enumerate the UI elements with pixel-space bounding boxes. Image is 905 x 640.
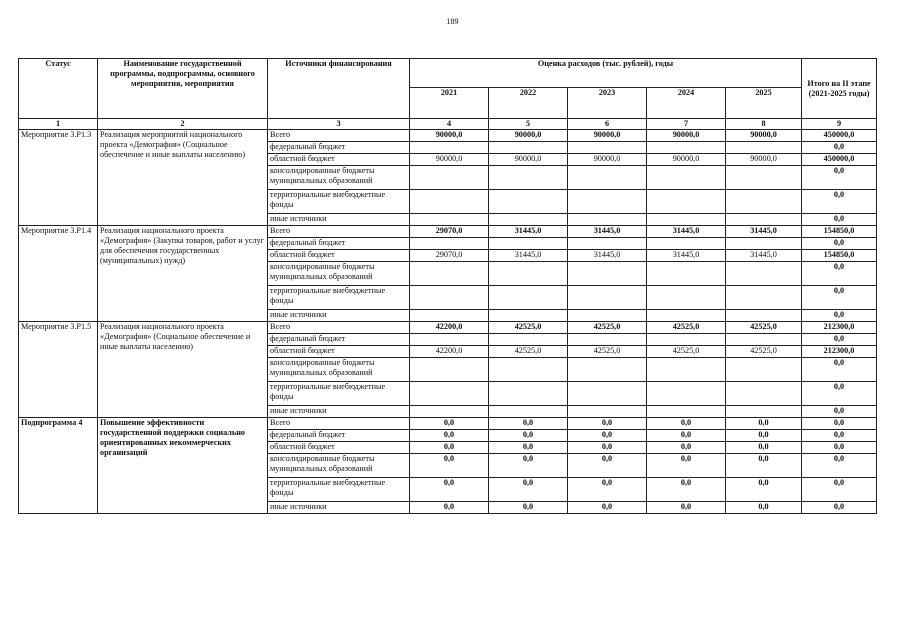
value-cell [410, 310, 489, 322]
value-cell: 0,0 [489, 430, 568, 442]
status-cell: Мероприятие 3.Р1.3 [19, 130, 98, 226]
value-cell [647, 382, 726, 406]
value-cell: 31445,0 [647, 250, 726, 262]
column-number: 3 [268, 119, 410, 130]
source-label: областной бюджет [268, 442, 410, 454]
value-cell [489, 358, 568, 382]
source-label: областной бюджет [268, 154, 410, 166]
header-estimate: Оценка расходов (тыс. рублей), годы [410, 59, 802, 88]
total-cell: 0,0 [802, 382, 877, 406]
source-label: федеральный бюджет [268, 430, 410, 442]
source-label: областной бюджет [268, 250, 410, 262]
header-year: 2024 [647, 88, 726, 119]
value-cell: 0,0 [647, 454, 726, 478]
value-cell [410, 166, 489, 190]
source-label: консолидированные бюджеты муниципальных образований [268, 454, 410, 478]
value-cell: 0,0 [410, 502, 489, 514]
value-cell [489, 310, 568, 322]
column-number: 2 [98, 119, 268, 130]
source-label: иные источники [268, 406, 410, 418]
column-number: 9 [802, 119, 877, 130]
value-cell: 90000,0 [568, 130, 647, 142]
source-label: областной бюджет [268, 346, 410, 358]
value-cell [568, 166, 647, 190]
total-cell: 0,0 [802, 418, 877, 430]
source-label: иные источники [268, 214, 410, 226]
value-cell [647, 310, 726, 322]
header-name: Наименование государственной программы, подпрограммы, основного мероприятия, мероприятия [98, 59, 268, 119]
value-cell [489, 262, 568, 286]
value-cell [568, 190, 647, 214]
total-cell: 0,0 [802, 310, 877, 322]
column-numbers-row [19, 119, 877, 130]
table-row [19, 418, 877, 430]
value-cell [647, 142, 726, 154]
value-cell: 31445,0 [489, 250, 568, 262]
value-cell [726, 382, 802, 406]
value-cell [568, 214, 647, 226]
budget-table [18, 58, 877, 514]
column-number: 1 [19, 119, 98, 130]
value-cell: 0,0 [726, 442, 802, 454]
value-cell [489, 214, 568, 226]
value-cell [489, 190, 568, 214]
total-cell: 0,0 [802, 502, 877, 514]
source-label: иные источники [268, 310, 410, 322]
total-cell: 212300,0 [802, 346, 877, 358]
total-cell: 0,0 [802, 166, 877, 190]
source-label: федеральный бюджет [268, 334, 410, 346]
source-label: Всего [268, 322, 410, 334]
total-cell: 154850,0 [802, 250, 877, 262]
value-cell [726, 262, 802, 286]
page-number: 189 [446, 17, 459, 26]
value-cell: 42200,0 [410, 346, 489, 358]
value-cell: 0,0 [410, 442, 489, 454]
value-cell: 0,0 [489, 502, 568, 514]
source-label: федеральный бюджет [268, 142, 410, 154]
total-cell: 0,0 [802, 454, 877, 478]
value-cell [410, 262, 489, 286]
value-cell [726, 190, 802, 214]
value-cell [647, 406, 726, 418]
value-cell: 42525,0 [726, 346, 802, 358]
value-cell: 0,0 [647, 418, 726, 430]
value-cell: 0,0 [568, 502, 647, 514]
value-cell: 0,0 [647, 430, 726, 442]
value-cell [410, 190, 489, 214]
value-cell: 29070,0 [410, 226, 489, 238]
value-cell [489, 382, 568, 406]
value-cell [726, 406, 802, 418]
value-cell: 0,0 [647, 478, 726, 502]
value-cell [726, 334, 802, 346]
value-cell: 0,0 [568, 478, 647, 502]
total-cell: 0,0 [802, 442, 877, 454]
value-cell: 29070,0 [410, 250, 489, 262]
value-cell: 0,0 [568, 418, 647, 430]
source-label: консолидированные бюджеты муниципальных образований [268, 166, 410, 190]
value-cell: 42525,0 [489, 322, 568, 334]
value-cell [726, 238, 802, 250]
source-label: Всего [268, 418, 410, 430]
value-cell: 0,0 [726, 478, 802, 502]
value-cell [410, 382, 489, 406]
value-cell: 0,0 [568, 442, 647, 454]
value-cell: 31445,0 [726, 250, 802, 262]
value-cell: 90000,0 [726, 154, 802, 166]
value-cell [647, 166, 726, 190]
value-cell [568, 310, 647, 322]
total-cell: 0,0 [802, 478, 877, 502]
value-cell [410, 286, 489, 310]
source-label: Всего [268, 226, 410, 238]
total-cell: 154850,0 [802, 226, 877, 238]
source-label: территориальные внебюджетные фонды [268, 478, 410, 502]
status-cell: Подпрограмма 4 [19, 418, 98, 514]
header-year: 2023 [568, 88, 647, 119]
value-cell: 42200,0 [410, 322, 489, 334]
value-cell: 0,0 [410, 478, 489, 502]
source-label: территориальные внебюджетные фонды [268, 382, 410, 406]
value-cell [489, 142, 568, 154]
source-label: иные источники [268, 502, 410, 514]
value-cell: 31445,0 [726, 226, 802, 238]
total-cell: 0,0 [802, 334, 877, 346]
value-cell: 0,0 [647, 442, 726, 454]
value-cell [410, 334, 489, 346]
value-cell: 42525,0 [568, 346, 647, 358]
source-label: консолидированные бюджеты муниципальных образований [268, 262, 410, 286]
total-cell: 0,0 [802, 430, 877, 442]
value-cell [568, 286, 647, 310]
value-cell [489, 406, 568, 418]
value-cell: 90000,0 [489, 154, 568, 166]
value-cell: 0,0 [410, 454, 489, 478]
value-cell: 42525,0 [647, 322, 726, 334]
value-cell: 31445,0 [489, 226, 568, 238]
value-cell [568, 142, 647, 154]
value-cell: 90000,0 [489, 130, 568, 142]
value-cell: 0,0 [410, 418, 489, 430]
value-cell [410, 406, 489, 418]
value-cell: 90000,0 [410, 154, 489, 166]
value-cell [410, 238, 489, 250]
value-cell [489, 166, 568, 190]
header-total: Итого на II этапе (2021-2025 годы) [802, 59, 877, 119]
value-cell: 42525,0 [568, 322, 647, 334]
value-cell [568, 406, 647, 418]
value-cell: 0,0 [647, 502, 726, 514]
value-cell [568, 238, 647, 250]
value-cell: 0,0 [489, 478, 568, 502]
table-row [19, 322, 877, 334]
value-cell [726, 310, 802, 322]
total-cell: 0,0 [802, 214, 877, 226]
value-cell [647, 334, 726, 346]
column-number: 6 [568, 119, 647, 130]
header-year: 2025 [726, 88, 802, 119]
total-cell: 0,0 [802, 190, 877, 214]
source-label: Всего [268, 130, 410, 142]
value-cell [568, 382, 647, 406]
value-cell [489, 286, 568, 310]
value-cell [647, 238, 726, 250]
value-cell [568, 334, 647, 346]
value-cell [647, 358, 726, 382]
total-cell: 450000,0 [802, 154, 877, 166]
status-cell: Мероприятие 3.Р1.5 [19, 322, 98, 418]
value-cell [489, 334, 568, 346]
header-year: 2022 [489, 88, 568, 119]
value-cell: 31445,0 [647, 226, 726, 238]
value-cell: 31445,0 [568, 250, 647, 262]
column-number: 7 [647, 119, 726, 130]
header-status: Статус [19, 59, 98, 119]
value-cell [726, 286, 802, 310]
total-cell: 0,0 [802, 358, 877, 382]
total-cell: 0,0 [802, 286, 877, 310]
value-cell: 31445,0 [568, 226, 647, 238]
value-cell [647, 214, 726, 226]
column-number: 8 [726, 119, 802, 130]
value-cell: 42525,0 [489, 346, 568, 358]
value-cell: 90000,0 [647, 130, 726, 142]
value-cell: 0,0 [726, 418, 802, 430]
value-cell: 90000,0 [568, 154, 647, 166]
total-cell: 212300,0 [802, 322, 877, 334]
header-sources: Источники финансирования [268, 59, 410, 119]
value-cell [647, 262, 726, 286]
value-cell [726, 214, 802, 226]
value-cell: 0,0 [489, 442, 568, 454]
total-cell: 450000,0 [802, 130, 877, 142]
value-cell [647, 190, 726, 214]
value-cell [410, 142, 489, 154]
column-number: 5 [489, 119, 568, 130]
column-number: 4 [410, 119, 489, 130]
value-cell [726, 358, 802, 382]
value-cell: 0,0 [568, 454, 647, 478]
source-label: консолидированные бюджеты муниципальных образований [268, 358, 410, 382]
value-cell [489, 238, 568, 250]
total-cell: 0,0 [802, 406, 877, 418]
table-row [19, 130, 877, 142]
value-cell [726, 166, 802, 190]
value-cell [568, 262, 647, 286]
value-cell [568, 358, 647, 382]
name-cell: Реализация мероприятий национального проекта «Демография» (Социальное обеспечение и иные выплаты населению) [98, 130, 268, 226]
value-cell: 0,0 [568, 430, 647, 442]
value-cell: 0,0 [726, 454, 802, 478]
value-cell: 0,0 [489, 454, 568, 478]
value-cell: 90000,0 [647, 154, 726, 166]
source-label: территориальные внебюджетные фонды [268, 190, 410, 214]
value-cell: 42525,0 [647, 346, 726, 358]
status-cell: Мероприятие 3.Р1.4 [19, 226, 98, 322]
value-cell: 90000,0 [726, 130, 802, 142]
header-year: 2021 [410, 88, 489, 119]
value-cell: 0,0 [726, 430, 802, 442]
value-cell [410, 358, 489, 382]
value-cell: 0,0 [489, 418, 568, 430]
value-cell [647, 286, 726, 310]
value-cell [726, 142, 802, 154]
value-cell: 90000,0 [410, 130, 489, 142]
name-cell: Реализация национального проекта «Демография» (Закупка товаров, работ и услуг для обеспечения государственных (муниципальных) нужд) [98, 226, 268, 322]
value-cell: 42525,0 [726, 322, 802, 334]
value-cell: 0,0 [726, 502, 802, 514]
total-cell: 0,0 [802, 142, 877, 154]
total-cell: 0,0 [802, 262, 877, 286]
name-cell: Реализация национального проекта «Демография» (Социальное обеспечение и иные выплаты населению) [98, 322, 268, 418]
total-cell: 0,0 [802, 238, 877, 250]
source-label: территориальные внебюджетные фонды [268, 286, 410, 310]
value-cell: 0,0 [410, 430, 489, 442]
source-label: федеральный бюджет [268, 238, 410, 250]
value-cell [410, 214, 489, 226]
table-row [19, 226, 877, 238]
name-cell: Повышение эффективности государственной поддержки социально ориентированных некоммерческих организаций [98, 418, 268, 514]
